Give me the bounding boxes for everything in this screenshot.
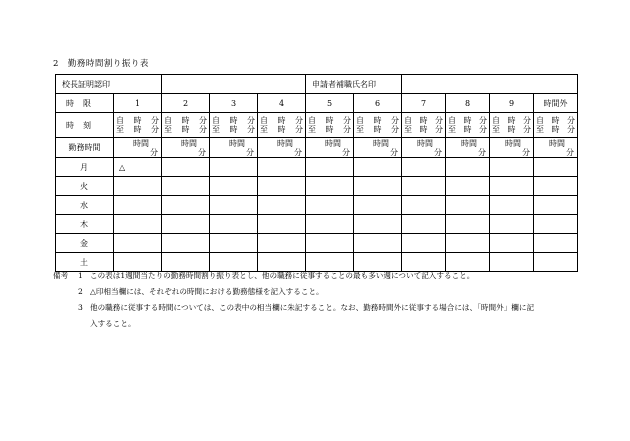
principal-seal-field[interactable] [162, 75, 306, 94]
day-label: 土 [56, 253, 114, 272]
day-label: 月 [56, 158, 114, 177]
schedule-cell[interactable] [402, 215, 446, 234]
schedule-cell[interactable] [258, 158, 306, 177]
day-label: 木 [56, 215, 114, 234]
heading-title: 勤務時間割り振り表 [67, 59, 149, 69]
principal-seal-label: 校長証明認印 [56, 75, 162, 94]
schedule-cell[interactable] [162, 177, 210, 196]
duration-cell[interactable]: 時間 分 [162, 138, 210, 158]
schedule-cell[interactable] [446, 234, 490, 253]
duration-cell[interactable]: 時間 分 [534, 138, 578, 158]
schedule-cell[interactable] [114, 196, 162, 215]
schedule-cell[interactable] [210, 158, 258, 177]
time-cell[interactable]: 自 至 時 時 分 分 [534, 113, 578, 138]
duration-cell[interactable]: 時間 分 [354, 138, 402, 158]
schedule-cell[interactable] [534, 196, 578, 215]
time-cell[interactable]: 自 至 時 時 分 分 [114, 113, 162, 138]
schedule-cell[interactable] [490, 177, 534, 196]
period-header-8: 8 [446, 94, 490, 113]
schedule-cell[interactable] [306, 196, 354, 215]
note-item: 2 △印相当欄には、それぞれの時間における勤務態様を記入すること。 [78, 287, 324, 296]
schedule-cell[interactable] [402, 234, 446, 253]
schedule-cell[interactable] [490, 196, 534, 215]
period-header-1: 1 [114, 94, 162, 113]
schedule-cell[interactable] [258, 196, 306, 215]
schedule-cell[interactable] [114, 215, 162, 234]
duration-label: 勤務時間 [56, 138, 114, 158]
schedule-cell[interactable] [258, 234, 306, 253]
schedule-cell[interactable] [402, 177, 446, 196]
day-row [56, 234, 578, 253]
period-label: 時 限 [56, 94, 114, 113]
applicant-seal-label: 申請者補職氏名印 [306, 75, 402, 94]
time-cell[interactable]: 自 至 時 時 分 分 [490, 113, 534, 138]
notes-prefix: 備考 [53, 271, 69, 280]
time-row [56, 113, 578, 138]
duration-row [56, 138, 578, 158]
overtime-header: 時間外 [534, 94, 578, 113]
schedule-cell[interactable] [446, 196, 490, 215]
duration-cell[interactable]: 時間 分 [210, 138, 258, 158]
duration-cell[interactable]: 時間 分 [306, 138, 354, 158]
schedule-cell[interactable] [490, 215, 534, 234]
heading-number: 2 [53, 59, 59, 69]
schedule-cell[interactable] [534, 234, 578, 253]
schedule-cell[interactable] [354, 196, 402, 215]
schedule-cell[interactable] [446, 158, 490, 177]
schedule-cell[interactable] [210, 215, 258, 234]
period-header-5: 5 [306, 94, 354, 113]
duration-cell[interactable]: 時間 分 [114, 138, 162, 158]
form-heading [53, 57, 149, 69]
period-header-9: 9 [490, 94, 534, 113]
time-cell[interactable]: 自 至 時 時 分 分 [446, 113, 490, 138]
day-row [56, 158, 578, 177]
day-label: 水 [56, 196, 114, 215]
time-cell[interactable]: 自 至 時 時 分 分 [210, 113, 258, 138]
applicant-seal-field[interactable] [402, 75, 578, 94]
schedule-cell[interactable] [354, 234, 402, 253]
time-label: 時 刻 [56, 113, 114, 138]
schedule-cell[interactable] [210, 234, 258, 253]
time-cell[interactable]: 自 至 時 時 分 分 [354, 113, 402, 138]
schedule-cell[interactable] [534, 177, 578, 196]
schedule-cell[interactable] [258, 177, 306, 196]
schedule-cell[interactable] [210, 196, 258, 215]
duration-cell[interactable]: 時間 分 [446, 138, 490, 158]
schedule-cell[interactable] [446, 215, 490, 234]
schedule-cell[interactable] [306, 215, 354, 234]
schedule-cell[interactable] [534, 215, 578, 234]
time-cell[interactable]: 自 至 時 時 分 分 [306, 113, 354, 138]
day-row [56, 215, 578, 234]
time-cell[interactable]: 自 至 時 時 分 分 [258, 113, 306, 138]
schedule-cell[interactable] [306, 158, 354, 177]
note-item: 3 他の職務に従事する時間については、この表中の相当欄に朱記すること。なお、勤務時間外に従事する場合には、「時間外」欄に記 [78, 303, 535, 312]
schedule-cell[interactable] [210, 177, 258, 196]
schedule-cell[interactable] [354, 177, 402, 196]
schedule-cell[interactable] [162, 234, 210, 253]
schedule-cell[interactable] [446, 177, 490, 196]
schedule-cell[interactable] [354, 158, 402, 177]
day-label: 金 [56, 234, 114, 253]
note-item: 備考 1 この表は1週間当たりの勤務時間割り振り表とし、他の職務に従事することの最も多い週について記入すること。 [53, 268, 555, 284]
schedule-cell[interactable] [306, 177, 354, 196]
schedule-cell[interactable] [402, 196, 446, 215]
schedule-cell[interactable] [490, 158, 534, 177]
notes [53, 268, 555, 332]
schedule-cell[interactable] [114, 158, 162, 177]
signature-row [56, 75, 578, 94]
note-item-continued: 入すること。 [90, 319, 136, 328]
schedule-cell[interactable] [162, 158, 210, 177]
period-header-7: 7 [402, 94, 446, 113]
time-cell[interactable]: 自 至 時 時 分 分 [402, 113, 446, 138]
schedule-table [55, 74, 578, 272]
duration-cell[interactable]: 時間 分 [258, 138, 306, 158]
period-header-3: 3 [210, 94, 258, 113]
period-header-4: 4 [258, 94, 306, 113]
schedule-cell[interactable] [306, 234, 354, 253]
day-label: 火 [56, 177, 114, 196]
schedule-cell[interactable] [258, 215, 306, 234]
triangle-mark: △ [119, 162, 126, 172]
schedule-cell[interactable] [354, 215, 402, 234]
duration-cell[interactable]: 時間 分 [402, 138, 446, 158]
schedule-cell[interactable] [114, 234, 162, 253]
period-header-2: 2 [162, 94, 210, 113]
day-row [56, 177, 578, 196]
day-row [56, 196, 578, 215]
period-row [56, 94, 578, 113]
schedule-cell[interactable] [402, 158, 446, 177]
period-header-6: 6 [354, 94, 402, 113]
duration-cell[interactable]: 時間 分 [490, 138, 534, 158]
schedule-cell[interactable] [162, 215, 210, 234]
time-cell[interactable]: 自 至 時 時 分 分 [162, 113, 210, 138]
schedule-cell[interactable] [534, 158, 578, 177]
schedule-cell[interactable] [490, 234, 534, 253]
schedule-cell[interactable] [162, 196, 210, 215]
schedule-cell[interactable] [114, 177, 162, 196]
